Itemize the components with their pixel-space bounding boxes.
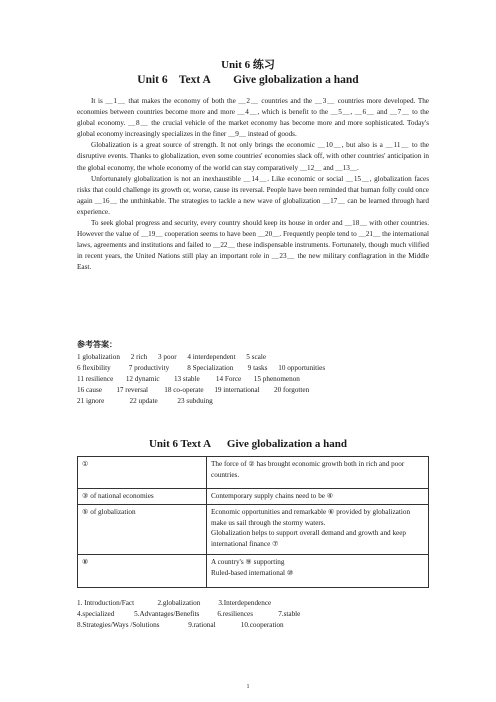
outline-table [77,456,429,588]
passage-paragraph-4: To seek global progress and security, every country should keep its house in order and ＿18＿ with other countries. However the value of ＿19＿ cooperation seems to have been ＿20＿. Frequently people tend to ＿21＿ the international laws, agreements and institutions and failed to ＿22＿ these indispensable instruments. Fortunately, though much vilified in recent years, the United Nations still play an important role in ＿23＿ the new military conflagration in the Middle East. [77,219,429,272]
cloze-passage [77,96,429,274]
outline-answer-key [77,598,300,630]
answers-list [77,352,325,407]
table-cell: Contemporary supply chains need to be ④ [207,489,429,505]
table-row [78,505,429,555]
passage-paragraph-2: Globalization is a great source of strength. It not only brings the economic ＿10＿, but also is a ＿11＿ to the disruptive events. Thanks to globalization, even some countries' economies slack off, with other countries' anticipation in the global economy, the whole economy of the world can stay comparatively ＿12＿ and ＿13＿. [77,141,429,172]
text-title: Unit 6 Text A Give globalization a hand [137,74,359,86]
passage-paragraph-3: Unfortunately globalization is not an inexhaustible ＿14＿. Like economic or social ＿15＿, globalization faces risks that could challenge its growth or, worse, cause its reversal. People have been reminded that human folly could once again ＿16＿ the unthinkable. The strategies to tackle a new wave of globalization ＿17＿ can be learned through hard experience. [77,174,429,216]
page-number: 1 [246,684,250,690]
answers-line: 6 flexibility 7 productivity 8 Specialization 9 tasks 10 opportunities [77,364,326,373]
table-cell: Economic opportunities and remarkable ⑥ provided by globalization make us sail through the stormy waters. Globalization helps to support overall demand and growth and keep international finance ⑦ [207,505,429,555]
answers-heading: 参考答案： [77,340,117,349]
answers-line: 16 cause 17 reversal 18 co-operate 19 international 20 forgotten [77,386,310,395]
key-line: 8.Strategies/Ways /Solutions 9.rational 10.cooperation [77,620,284,629]
unit-title: Unit 6 练习 [221,59,275,71]
key-line: 1. Introduction/Fact 2.globalization 3.Interdependence [77,599,272,607]
table-cell: ① [78,457,207,489]
outline-title: Unit 6 Text A Give globalization a hand [148,438,348,450]
answers-line: 11 resilience 12 dynamic 13 stable 14 Force 15 phenomenon [77,375,300,384]
table-row [78,555,429,588]
key-line: 4.specialized 5.Advantages/Benefits 6.resiliences 7.stable [77,609,301,618]
table-row [78,489,429,505]
table-cell: The force of ② has brought economic growth both in rich and poor countries. [207,457,429,489]
table-cell: A country's ⑨ supporting Ruled-based international ⑩ [207,555,429,588]
passage-paragraph-1: It is ＿1＿ that makes the economy of both the ＿2＿ countries and the ＿3＿ countries more developed. The economies between countries become more and more ＿4＿, which is benefit to the ＿5＿, ＿6＿ and ＿7＿ to the global economy. ＿8＿ the crucial vehicle of the market economy has become more and more sophisticated. Today's global economy increasingly specializes in the finer ＿9＿ instead of goods. [77,97,429,139]
table-cell: ③ of national economies [78,489,207,505]
answers-line: 1 globalization 2 rich 3 poor 4 interdependent 5 scale [77,353,267,361]
table-cell: ⑤ of globalization [78,505,207,555]
answers-line: 21 ignore 22 update 23 subduing [77,397,213,406]
table-row [78,457,429,489]
table-cell: ⑧ [78,555,207,588]
